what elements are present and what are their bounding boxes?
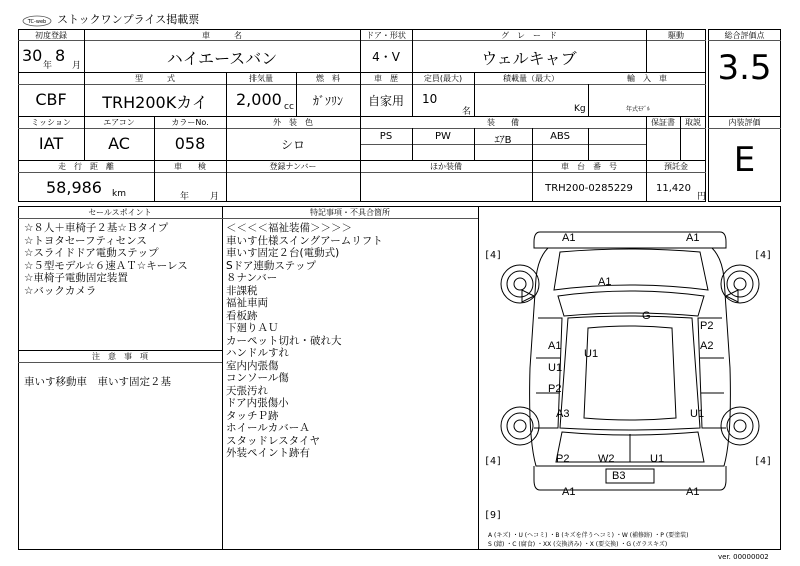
spare-tire: [9]	[484, 510, 503, 521]
unit-yen: 円	[697, 192, 707, 202]
mark-roof-g: G	[642, 310, 651, 322]
label-capacity: 定員(最大)	[423, 74, 463, 83]
price: 11,420	[656, 183, 691, 194]
mark-rear-u1: U1	[650, 453, 665, 465]
special-note-item: 看板跡	[226, 309, 258, 322]
mark-bottom-right-a1: A1	[686, 486, 700, 498]
label-usage: 車 歴	[374, 74, 398, 83]
label-chassis-no: 車 台 番 号	[561, 162, 617, 171]
special-note-item: 非課税	[226, 284, 258, 297]
sales-point-item: ☆車椅子電動固定装置	[24, 272, 128, 284]
document-title: ストックワンプライス掲載票	[57, 13, 200, 26]
equip-abs: ABS	[550, 131, 570, 142]
mark-hood-a1: A1	[598, 276, 612, 288]
mission: IAT	[38, 134, 64, 153]
special-note-item: ドア内張傷小	[226, 397, 289, 409]
sales-point-item: ☆スライドドア電動ステップ	[24, 247, 159, 259]
sales-point-item: ☆８人＋車椅子２基☆Ｂタイプ	[24, 222, 169, 234]
caution-text: 車いす移動車 車いす固定２基	[24, 376, 171, 388]
special-note-item: 車いす固定２台(電動式)	[226, 247, 340, 259]
special-note-item: 外装ペイント跡有	[226, 447, 310, 459]
exterior-color: シロ	[280, 138, 305, 152]
label-fuel: 燃 料	[316, 74, 340, 83]
mark-rear-w2: W2	[598, 453, 615, 465]
mark-left-a3: A3	[556, 408, 570, 420]
label-interior-score: 内装評価	[728, 118, 761, 127]
damage-legend-line2: S (錆) ・C (腐食) ・XX (交換済み) ・X (要交換) ・G (ガラスキズ)	[488, 541, 668, 548]
label-drive: 駆動	[668, 31, 684, 40]
label-sales-points: セールスポイント	[88, 208, 152, 217]
inspection-year: 年	[180, 192, 190, 202]
model-code: CBF	[35, 90, 67, 109]
label-inspection: 車 検	[174, 162, 206, 171]
label-caution: 注 意 事 項	[92, 352, 148, 361]
special-note-item: ８ナンバー	[226, 272, 278, 284]
mark-left-a1: A1	[548, 340, 562, 352]
label-mission: ミッション	[31, 118, 71, 127]
special-note-item: 下廻りＡＵ	[226, 322, 279, 334]
model-type: TRH200Kカイ	[102, 93, 208, 112]
label-mileage: 走 行 距 離	[58, 162, 114, 171]
mark-front-right-a1: A1	[686, 232, 700, 244]
special-note-item: カーペット切れ・破れ大	[226, 334, 342, 347]
sales-point-item: ☆トヨタセーフティセンス	[24, 234, 147, 247]
label-warranty: 保証書	[651, 118, 675, 127]
tire-front-left: [4]	[484, 250, 503, 261]
mark-left-p2: P2	[548, 383, 562, 395]
label-color-no: カラーNo.	[171, 118, 209, 127]
special-note-item: ＜＜＜＜福祉装備＞＞＞＞	[226, 222, 352, 234]
label-price: 預託金	[664, 162, 688, 171]
svg-text:TC-web: TC-web	[27, 19, 47, 25]
displacement: 2,000	[236, 90, 282, 109]
equip-airbag: ｴｱB	[494, 135, 512, 146]
label-model: 型 式	[135, 74, 175, 83]
label-plate: 登録ナンバー	[269, 162, 317, 171]
sales-point-item: ☆バックカメラ	[24, 284, 97, 297]
usage: 自家用	[367, 94, 404, 108]
special-note-item: コンソール傷	[226, 372, 289, 384]
label-aircon: エアコン	[103, 118, 135, 127]
mark-bottom-a1: A1	[562, 486, 576, 498]
aircon: AC	[108, 134, 130, 153]
special-note-item: 天張汚れ	[226, 384, 268, 397]
tire-front-right: [4]	[754, 250, 773, 261]
overall-score: 3.5	[717, 48, 772, 88]
special-note-item: タッチＰ跡	[226, 409, 279, 422]
label-special-notes: 特記事項・不具合箇所	[310, 208, 390, 217]
special-note-item: スタッドレスタイヤ	[226, 434, 320, 447]
mark-right-u1: U1	[690, 408, 705, 420]
door-shape: 4・V	[372, 50, 400, 64]
mark-right-p2: P2	[700, 320, 714, 332]
special-note-item: ホイールカバーＡ	[226, 422, 310, 434]
sales-points-list	[24, 222, 188, 297]
mark-right-a2: A2	[700, 340, 714, 352]
special-note-item: ハンドルすれ	[226, 347, 289, 359]
car-name: ハイエースバン	[166, 49, 278, 68]
damage-legend-line1: A (キズ) ・U (ヘコミ) ・B (キズを伴うヘコミ) ・W (補修跡) ・P (要塗装)	[488, 532, 689, 539]
tire-rear-right: [4]	[754, 456, 773, 467]
special-note-item: Sドア連動ステップ	[226, 259, 317, 272]
fuel: ｶﾞｿﾘﾝ	[312, 94, 343, 108]
unit-kg: Kg	[574, 104, 586, 114]
label-grade: グ レ ー ド	[501, 31, 557, 40]
damage-diagram	[478, 218, 781, 530]
label-other-equipment: ほか装備	[430, 162, 462, 171]
first-reg-year: 30	[22, 46, 43, 65]
label-displacement: 排気量	[249, 74, 273, 83]
import-year-model: 年式ﾓﾃﾞﾙ	[626, 106, 651, 113]
label-equipment: 装 備	[487, 118, 519, 127]
mark-rear-b3: B3	[612, 470, 626, 482]
logo	[22, 12, 52, 24]
special-notes-list	[226, 222, 383, 460]
unit-person: 名	[462, 107, 472, 117]
special-note-item: 室内内張傷	[226, 359, 279, 372]
mark-rear-p2: P2	[556, 453, 570, 465]
special-note-item: 車いす仕様スイングアームリフト	[226, 234, 383, 247]
color-no: 058	[174, 134, 206, 153]
label-exterior-color: 外 装 色	[273, 118, 313, 127]
unit-year: 年	[43, 61, 53, 71]
tire-rear-left: [4]	[484, 456, 503, 467]
unit-month: 月	[72, 61, 82, 71]
label-car-name: 車 名	[202, 31, 242, 40]
version: ver. 00000002	[718, 553, 769, 561]
equip-ps: PS	[379, 131, 393, 142]
label-max-load: 積載量（最大）	[503, 74, 559, 83]
grade: ウェルキャブ	[481, 49, 577, 68]
unit-km: km	[112, 189, 126, 199]
chassis-no: TRH200-0285229	[545, 183, 633, 194]
label-overall-score: 総合評価点	[724, 31, 765, 40]
sales-point-item: ☆５型モデル☆６速ＡＴ☆キーレス	[24, 259, 188, 272]
interior-score: E	[733, 140, 756, 180]
equip-pw: PW	[435, 131, 451, 142]
mark-left-u1a: U1	[584, 348, 599, 360]
label-manual: 取説	[685, 118, 701, 127]
label-door-shape: ドア・形状	[366, 31, 406, 40]
label-import: 輸 入 車	[627, 74, 667, 83]
capacity: 10	[422, 92, 438, 106]
mark-front-a1: A1	[562, 232, 576, 244]
inspection-month: 月	[210, 192, 220, 202]
label-first-reg: 初度登録	[35, 31, 67, 40]
first-reg-month: 8	[55, 46, 66, 65]
unit-cc: cc	[284, 102, 294, 112]
mileage: 58,986	[46, 178, 102, 197]
mark-left-u1b: U1	[548, 362, 563, 374]
special-note-item: 福祉車両	[226, 297, 268, 309]
